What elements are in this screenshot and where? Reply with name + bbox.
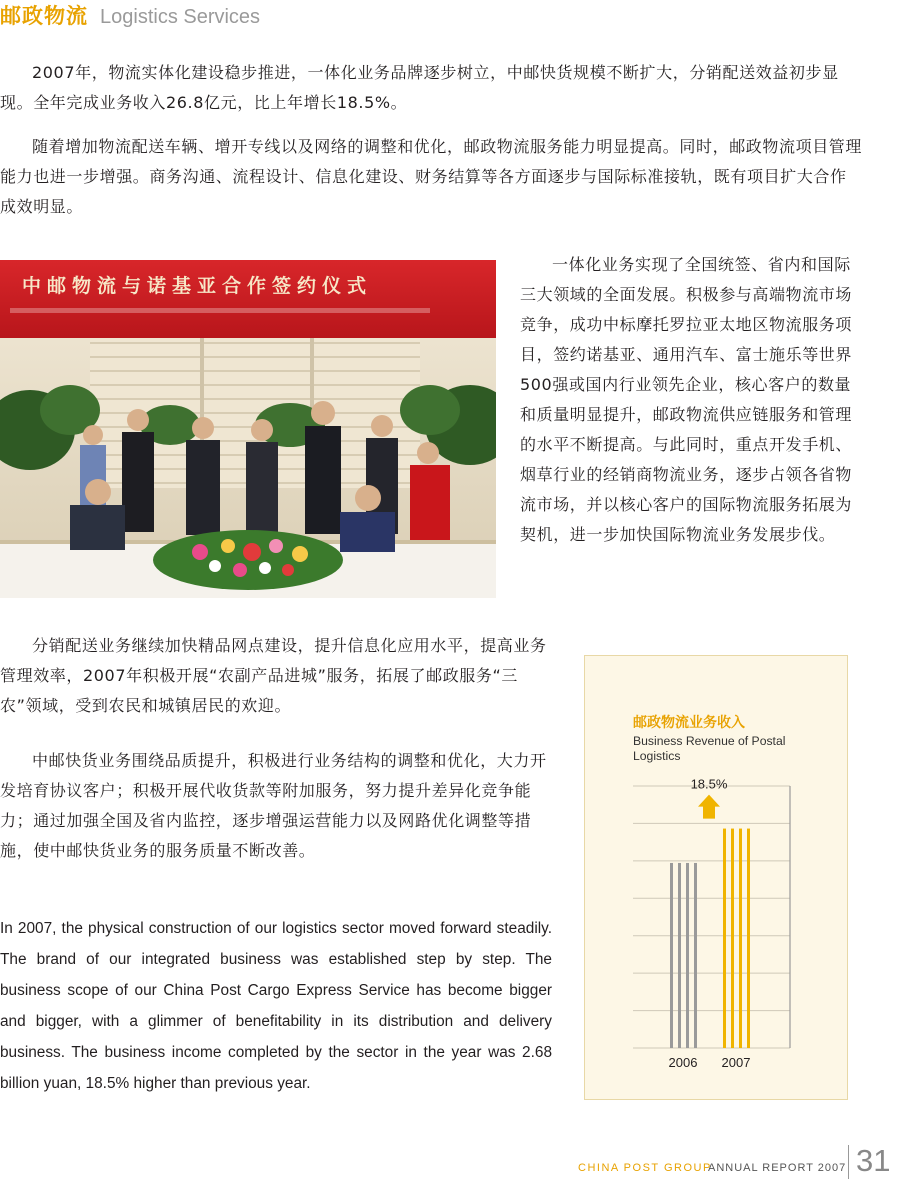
paragraph-capacity: 随着增加物流配送车辆、增开专线以及网络的调整和优化，邮政物流服务能力明显提高。同时，邮政物流项目管理能力也进一步增强。商务沟通、流程设计、信息化建设、财务结算等各方面逐步与国际标准接轨，既有项目扩大合作成效明显。 [0, 137, 863, 216]
chart-title: 邮政物流业务收入 [633, 715, 745, 731]
growth-arrow-icon [698, 795, 720, 819]
page-footer [570, 1145, 900, 1181]
paragraph-distribution: 分销配送业务继续加快精品网点建设，提升信息化应用水平，提高业务管理效率，2007年积极开展“农副产品进城”服务，拓展了邮政服务“三农”领域，受到农民和城镇居民的欢迎。 [0, 636, 547, 715]
paragraph-cargo-express: 中邮快货业务围绕品质提升，积极进行业务结构的调整和优化，大力开发培育协议客户；积极开展代收货款等附加服务，努力提升差异化竞争能力；通过加强全国及省内监控，逐步增强运营能力以及网路优化调整等措施，使中邮快货业务的服务质量不断改善。 [0, 751, 547, 860]
paragraph-english-summary: In 2007, the physical construction of our logistics sector moved forward steadily. The brand of our integrated business was established step by step. The business scope of our China Post Cargo Express Service has become bigger and bigger, with a glimmer of benefitability in its distribution and delivery business. The business income completed by the sector in the year was 2.68 billion yuan, 18.5% higher than previous year. [0, 920, 552, 1092]
footer-divider [848, 1145, 849, 1179]
bar-2006 [670, 863, 697, 1048]
page-header [0, 0, 260, 30]
page-number: 31 [856, 1143, 891, 1178]
x-tick-label: 2007 [721, 1055, 751, 1070]
chart-subtitle: Business Revenue of Postal Logistics [633, 734, 786, 763]
signing-ceremony-photo [0, 260, 496, 598]
bar-2007 [723, 829, 750, 1048]
footer-brand: CHINA POST GROUP [578, 1162, 712, 1174]
footer-report-title: ANNUAL REPORT 2007 [708, 1162, 847, 1174]
paragraph-summary: 2007年，物流实体化建设稳步推进，一体化业务品牌逐步树立，中邮快货规模不断扩大，分销配送效益初步显现。全年完成业务收入26.8亿元，比上年增长18.5%。 [0, 63, 839, 112]
paragraph-integrated-business: 一体化业务实现了全国统签、省内和国际三大领域的全面发展。积极参与高端物流市场竞争，成功中标摩托罗拉亚太地区物流服务项目，签约诺基亚、通用汽车、富士施乐等世界500强或国内行业领先企业，核心客户的数量和质量明显提升，邮政物流供应链服务和管理的水平不断提高。与此同时，重点开发手机、烟草行业的经销商物流业务，逐步占领各省物流市场，并以核心客户的国际物流服务拓展为契机，进一步加快国际物流业务发展步伐。 [520, 255, 853, 544]
revenue-bar-chart [585, 656, 847, 1099]
photo-banner-text: 中邮物流与诺基亚合作签约仪式 [22, 275, 373, 297]
x-tick-label: 2006 [668, 1055, 698, 1070]
section-title-en: Logistics Services [100, 6, 261, 28]
section-title-cn: 邮政物流 [0, 4, 88, 28]
growth-annotation: 18.5% [690, 776, 728, 792]
revenue-chart-panel [584, 655, 848, 1100]
